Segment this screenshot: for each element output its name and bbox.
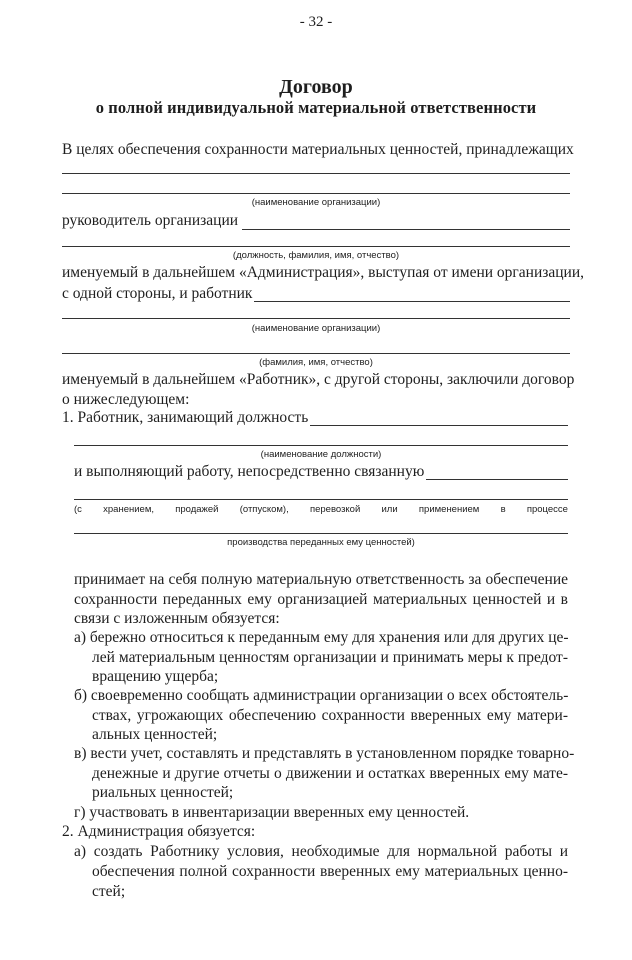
page-number: - 32 - [299, 14, 333, 30]
clause-2a-line: а) создать Работнику условия, необходимые для нормальной работы и [74, 843, 568, 860]
admin-line-2: с одной стороны, и работник [62, 285, 253, 302]
item1-label: 1. Работник, занимающий должность [62, 409, 309, 426]
clause-a-line: лей материальным ценностям организации и принимать меры к предот- [92, 649, 568, 666]
paragraph-line: принимает на себя полную материальную ответственность за обеспечение [74, 571, 568, 588]
fill-line [74, 533, 568, 534]
fill-line [310, 425, 568, 426]
clause-v-line: риальных ценностей; [92, 784, 234, 801]
worker-line-1: именуемый в дальнейшем «Работник», с другой стороны, заключили договор [62, 371, 575, 388]
fill-line [62, 173, 570, 174]
fill-line [242, 229, 570, 230]
document-title: Договор [279, 76, 353, 98]
clause-b-line: альных ценностей; [92, 726, 218, 743]
fill-line [62, 353, 570, 354]
caption-production: производства переданных ему ценностей) [227, 537, 415, 548]
intro-text: В целях обеспечения сохранности материальных ценностей, принадлежащих [62, 141, 574, 158]
paragraph-line: сохранности переданных ему организацией материальных ценностей и в [74, 591, 568, 608]
clause-v-line: в) вести учет, составлять и представлять в установленном порядке товарно- [74, 745, 575, 762]
fill-line [74, 445, 568, 446]
clause-a-line: а) бережно относиться к переданным ему для хранения или для других це- [74, 629, 569, 646]
document-subtitle: о полной индивидуальной материальной ответственности [95, 98, 537, 117]
worker-line-2: о нижеследующем: [62, 391, 190, 408]
clause-v-line: денежные и другие отчеты о движении и остатках вверенных ему мате- [92, 765, 568, 782]
fill-line [74, 499, 568, 500]
admin-line-1: именуемый в дальнейшем «Администрация», выступая от имени организации, [62, 264, 585, 281]
paragraph-line: связи с изложенным обязуется: [74, 610, 280, 627]
fill-line [426, 479, 568, 480]
clause-2a-line: стей; [92, 883, 126, 900]
item2-label: 2. Администрация обязуется: [62, 823, 256, 840]
caption-job: (наименование должности) [260, 449, 382, 460]
fill-line [254, 301, 570, 302]
caption-position: (должность, фамилия, имя, отчество) [232, 250, 400, 261]
fill-line [62, 318, 570, 319]
fill-line [62, 246, 570, 247]
head-label: руководитель организации [62, 212, 239, 229]
fill-line [62, 193, 570, 194]
clause-g-line: г) участвовать в инвентаризации вверенных ему ценностей. [74, 804, 470, 821]
clause-b-line: б) своевременно сообщать администрации организации о всех обстоятель- [74, 687, 569, 704]
caption-organization: (наименование организации) [251, 197, 381, 208]
work-label: и выполняющий работу, непосредственно связанную [74, 463, 425, 480]
caption-work-types: (с хранением, продажей (отпуском), перевозкой или применением в процессе [74, 504, 568, 515]
caption-fio: (фамилия, имя, отчество) [259, 357, 373, 368]
clause-b-line: ствах, угрожающих обеспечению сохранности вверенных ему матери- [92, 707, 568, 724]
caption-organization: (наименование организации) [251, 323, 381, 334]
clause-a-line: вращению ущерба; [92, 668, 219, 685]
clause-2a-line: обеспечения полной сохранности вверенных ему материальных ценно- [92, 863, 568, 880]
